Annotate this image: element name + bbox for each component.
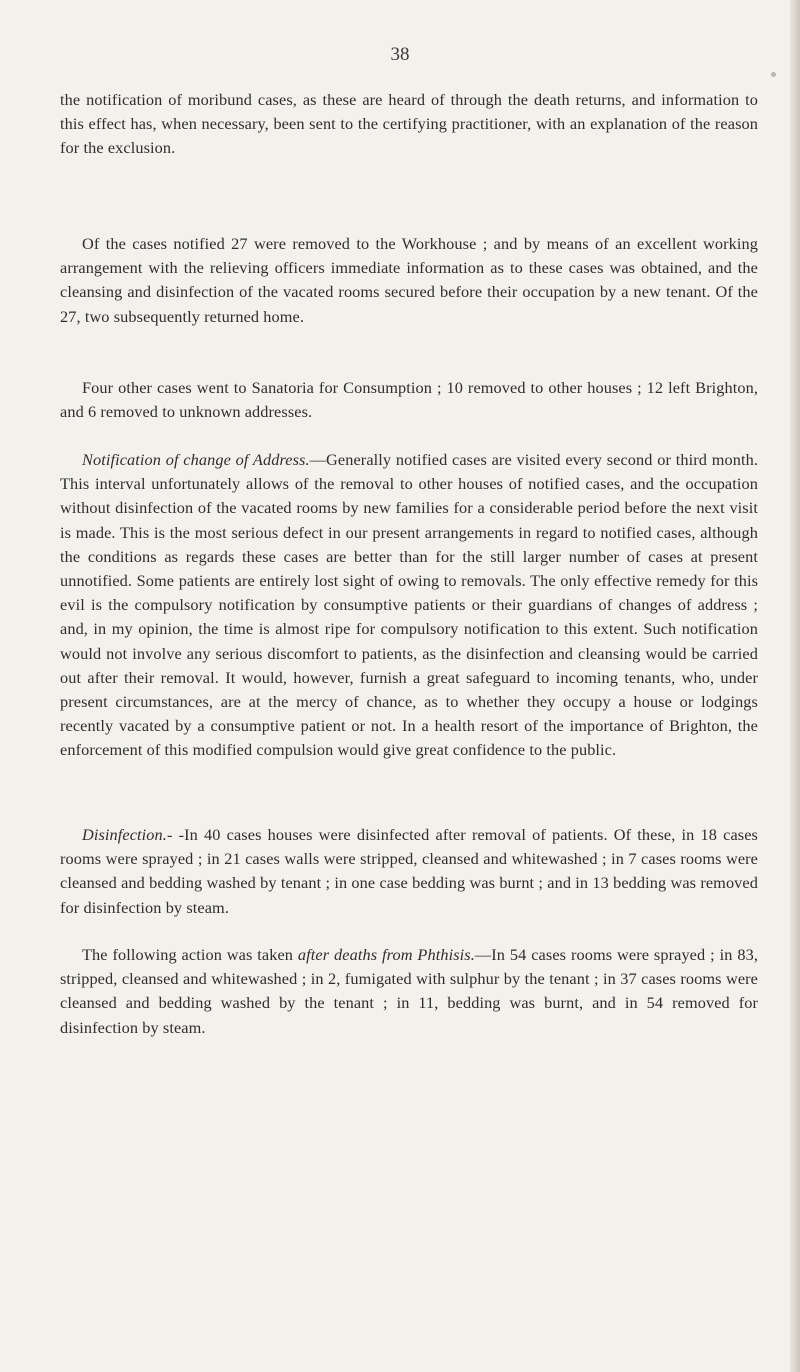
paragraph-text: the notification of moribund cases, as these are heard of through the death returns, and information to this effect has, when necessary, been sent to the certifying practitioner, with an explanation of the reason for the exclusion.: [60, 90, 758, 158]
section-heading: Disinfection.: [82, 825, 167, 844]
paragraph-text: —Generally notified cases are visited every second or third month. This interval unfortunately allows of the removal to other houses of notified cases, and the occupation without disinfection of the vacated rooms by new families for a considerable period before the next visit is made. This is the most serious defect in our present arrangements in regard to notified cases, although the conditions as regards these cases are better than for the still larger number of cases at present unnotified. Some patients are entirely lost sight of owing to removals. The only effective remedy for this evil is the compulsory notification by consumptive patients or their guardians of changes of address ; and, in my opinion, the time is almost ripe for compulsory notification to this extent. Such notification would not involve any serious discomfort to patients, as the disinfection and cleansing would be carried out after their removal. It would, however, furnish a great safeguard to incoming tenants, who, under present circumstances, are at the mercy of chance, as to whether they occupy a house or lodgings recently vacated by a consumptive patient or not. In a health resort of the importance of Brighton, the enforcement of this modified compulsion would give great confidence to the public.: [60, 450, 758, 760]
paragraph-text: —In 54 cases rooms were sprayed ; in 83, stripped, cleansed and whitewashed ; in 2, fumigated with sulphur by the tenant ; in 37 cases rooms were cleansed and bedding washed by the tenant ; in 11, bedding was burnt, and in 54 removed for disinfection by steam.: [60, 945, 758, 1037]
paragraph-after-deaths: [60, 943, 758, 1040]
paragraph-text: - -In 40 cases houses were disinfected after removal of patients. Of these, in 18 cases rooms were sprayed ; in 21 cases walls were stripped, cleansed and whitewashed ; in 7 cases rooms were cleansed and bedding washed by tenant ; in one case bedding was burnt ; and in 13 bedding was removed for disinfection by steam.: [60, 825, 758, 917]
ink-speck: [771, 72, 776, 77]
emphasis-text: after deaths from Phthisis.: [297, 945, 475, 964]
paragraph-disinfection: [60, 823, 758, 920]
paragraph-change-of-address: [60, 448, 758, 763]
paragraph-text: Four other cases went to Sanatoria for Consumption ; 10 removed to other houses ; 12 left Brighton, and 6 removed to unknown addresses.: [60, 378, 758, 422]
paragraph-text: The following action was taken: [82, 945, 298, 964]
page-edge-shadow: [790, 0, 800, 1372]
paragraph-sanatoria: [60, 376, 758, 424]
paragraph-continuation: [60, 88, 758, 161]
section-heading: Notification of change of Address.: [82, 450, 310, 469]
page-number: 38: [390, 44, 410, 65]
paragraph-text: Of the cases notified 27 were removed to the Workhouse ; and by means of an excellent working arrangement with the relieving officers immediate information as to these cases was obtained, and the cleansing and disinfection of the vacated rooms secured before their occupation by a new tenant. Of the 27, two subsequently returned home.: [60, 234, 758, 326]
paragraph-workhouse: [60, 232, 758, 329]
